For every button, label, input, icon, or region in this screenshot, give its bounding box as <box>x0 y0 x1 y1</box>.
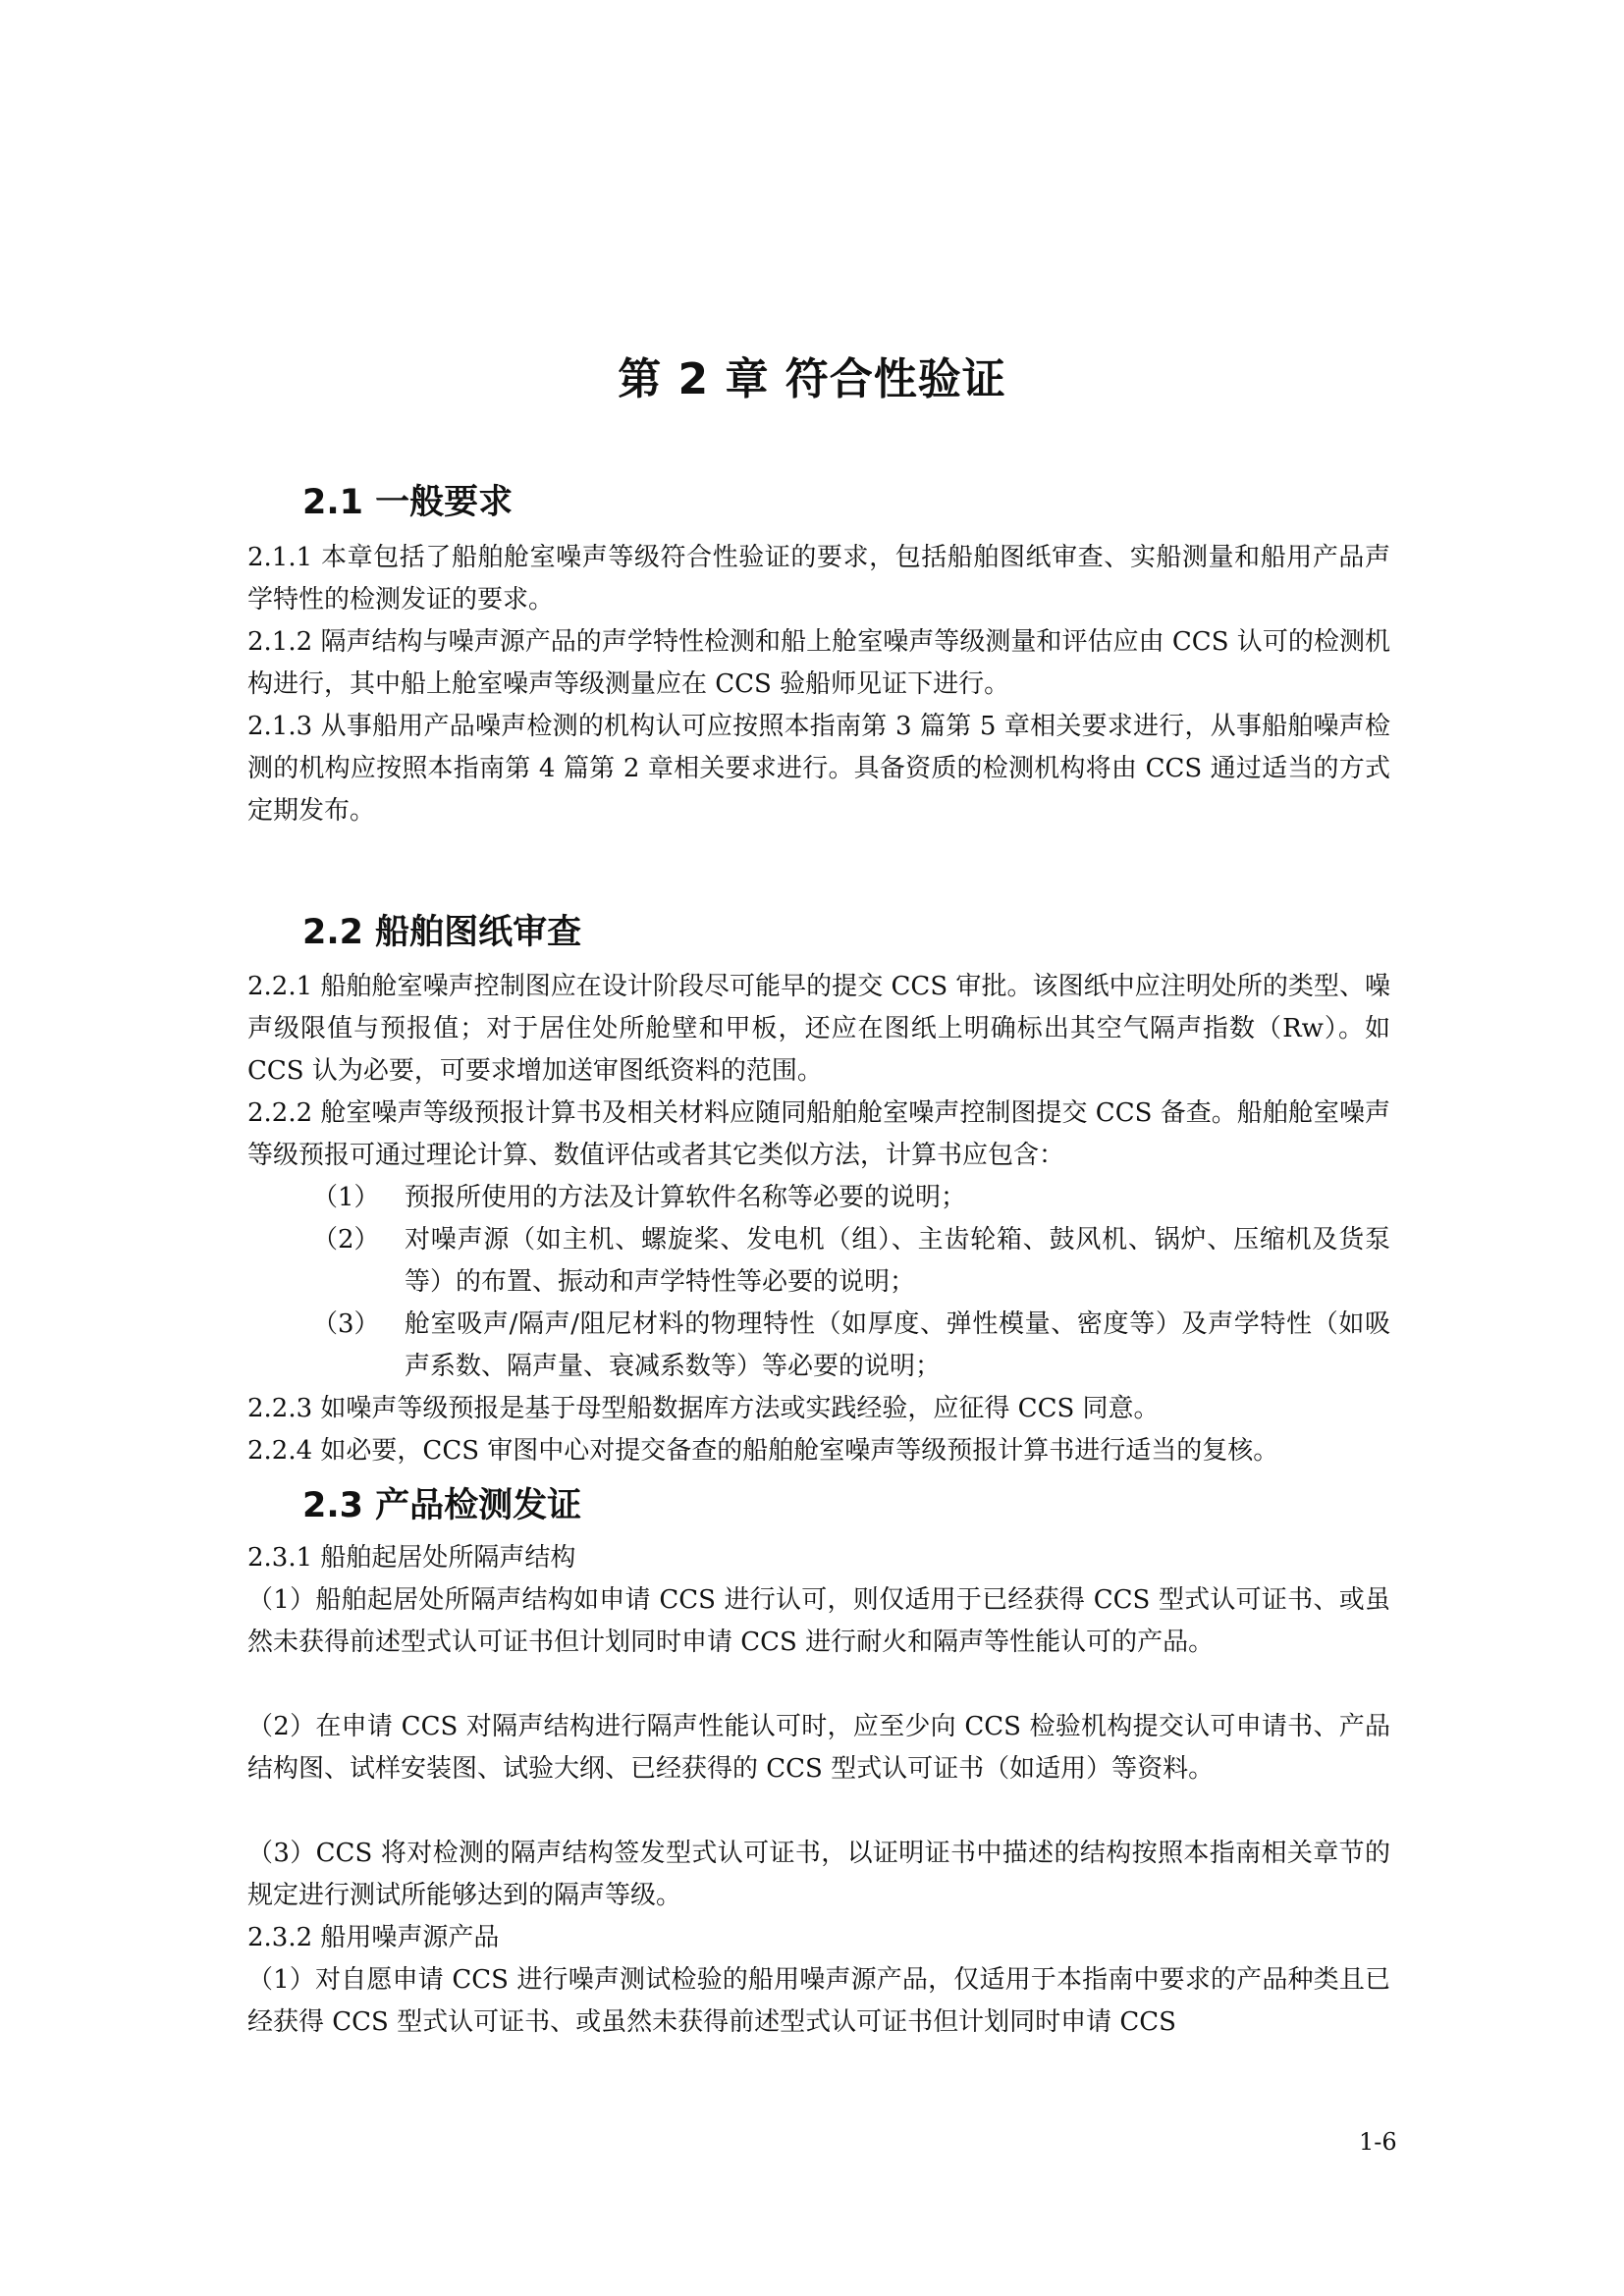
paragraph-2-1-1: 2.1.1 本章包括了船舶舱室噪声等级符合性验证的要求，包括船舶图纸审查、实船测量和船用产品声学特性的检测发证的要求。 <box>247 543 1390 614</box>
paragraph-2-2-3: 2.2.3 如噪声等级预报是基于母型船数据库方法或实践经验，应征得 CCS 同意。 <box>247 1394 1160 1423</box>
list-item-text: 舱室吸声/隔声/阻尼材料的物理特性（如厚度、弹性模量、密度等）及声学特性（如吸声系数、隔声量、衰减系数等）等必要的说明； <box>405 1309 1390 1381</box>
paragraph-2-3-2-1: （1）对自愿申请 CCS 进行噪声测试检验的船用噪声源产品，仅适用于本指南中要求的产品种类且已经获得 CCS 型式认可证书、或虽然未获得前述型式认可证书但计划同时申请 CCS <box>247 1965 1390 2037</box>
list-item <box>312 1304 1390 1388</box>
subsection-title-2-3-1: 2.3.1 船舶起居处所隔声结构 <box>247 1543 576 1573</box>
paragraph-2-1-3: 2.1.3 从事船用产品噪声检测的机构认可应按照本指南第 3 篇第 5 章相关要求进行，从事船舶噪声检测的机构应按照本指南第 4 篇第 2 章相关要求进行。具备资质的检测机构将由 CCS 通过适当的方式定期发布。 <box>247 712 1390 826</box>
list-item-number: （2） <box>312 1225 380 1255</box>
list-item-text: 对噪声源（如主机、螺旋桨、发电机（组）、主齿轮箱、鼓风机、锅炉、压缩机及货泵等）的布置、振动和声学特性等必要的说明； <box>405 1225 1390 1297</box>
list-item <box>312 1177 1390 1219</box>
paragraph-2-2-1: 2.2.1 船舶舱室噪声控制图应在设计阶段尽可能早的提交 CCS 审批。该图纸中应注明处所的类型、噪声级限值与预报值；对于居住处所舱壁和甲板，还应在图纸上明确标出其空气隔声指数（Rw）。如 CCS 认为必要，可要求增加送审图纸资料的范围。 <box>247 972 1390 1086</box>
subsection-title-2-3-2: 2.3.2 船用噪声源产品 <box>247 1923 500 1952</box>
list-item <box>312 1219 1390 1304</box>
section-heading-2-2: 2.2 船舶图纸审查 <box>302 913 582 952</box>
page-number: 1-6 <box>1359 2128 1397 2156</box>
list-item-text: 预报所使用的方法及计算软件名称等必要的说明； <box>405 1183 967 1212</box>
chapter-title: 第 2 章 符合性验证 <box>618 354 1006 404</box>
paragraph-2-3-1-3: （3）CCS 将对检测的隔声结构签发型式认可证书，以证明证书中描述的结构按照本指南相关章节的规定进行测试所能够达到的隔声等级。 <box>247 1839 1390 1910</box>
section-heading-2-1: 2.1 一般要求 <box>302 483 514 522</box>
paragraph-2-3-1-2: （2）在申请 CCS 对隔声结构进行隔声性能认可时，应至少向 CCS 检验机构提交认可申请书、产品结构图、试样安装图、试验大纲、已经获得的 CCS 型式认可证书（如适用）等资料。 <box>247 1712 1390 1784</box>
section-heading-2-3: 2.3 产品检测发证 <box>302 1486 582 1525</box>
list-item-number: （1） <box>312 1183 380 1212</box>
list-item-number: （3） <box>312 1309 380 1339</box>
paragraph-2-3-1-1: （1）船舶起居处所隔声结构如申请 CCS 进行认可，则仅适用于已经获得 CCS 型式认可证书、或虽然未获得前述型式认可证书但计划同时申请 CCS 进行耐火和隔声等性能认可的产品。 <box>247 1585 1390 1657</box>
paragraph-2-2-2: 2.2.2 舱室噪声等级预报计算书及相关材料应随同船舶舱室噪声控制图提交 CCS 备查。船舶舱室噪声等级预报可通过理论计算、数值评估或者其它类似方法，计算书应包含： <box>247 1098 1390 1170</box>
paragraph-2-1-2: 2.1.2 隔声结构与噪声源产品的声学特性检测和船上舱室噪声等级测量和评估应由 CCS 认可的检测机构进行，其中船上舱室噪声等级测量应在 CCS 验船师见证下进行。 <box>247 627 1390 699</box>
paragraph-2-2-4: 2.2.4 如必要，CCS 审图中心对提交备查的船舶舱室噪声等级预报计算书进行适当的复核。 <box>247 1436 1279 1466</box>
